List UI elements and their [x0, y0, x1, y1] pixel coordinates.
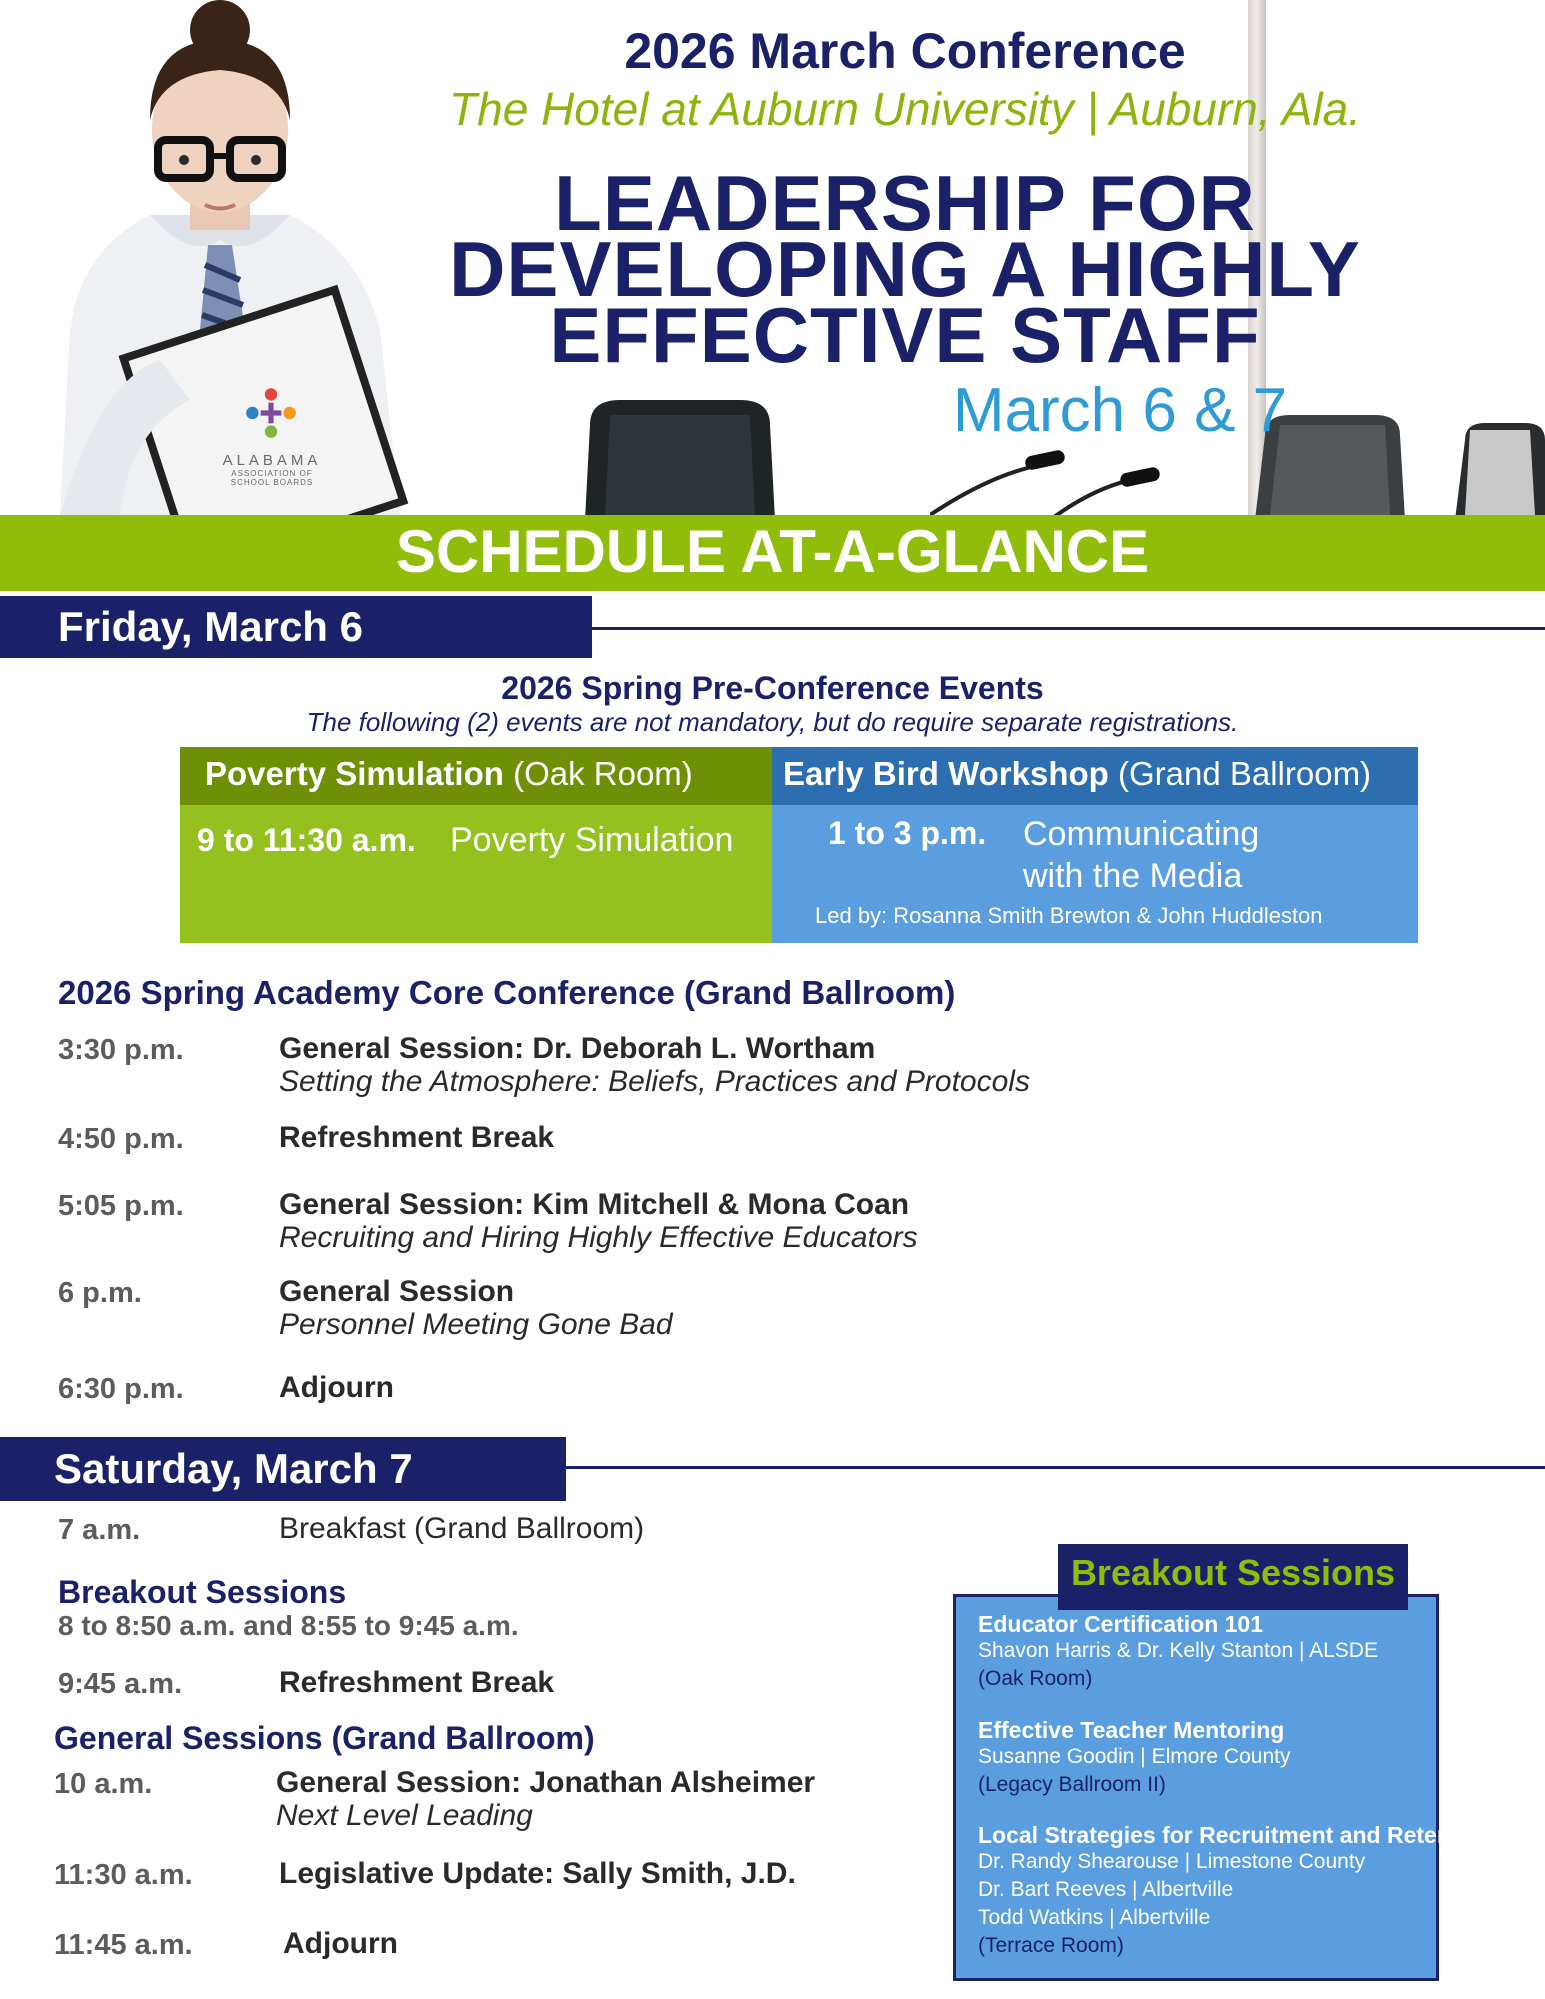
breakout-sessions-times: 8 to 8:50 a.m. and 8:55 to 9:45 a.m. [58, 1610, 519, 1641]
conference-theme [330, 159, 1480, 379]
schedule-time: 4:50 p.m. [58, 1123, 184, 1155]
general-sessions-heading: General Sessions (Grand Ballroom) [54, 1720, 595, 1756]
schedule-time: 3:30 p.m. [58, 1034, 184, 1066]
venue: The Hotel at Auburn University | Auburn, Ala. [449, 83, 1361, 135]
aasb-logo-icon [240, 382, 302, 444]
schedule-title: General Session [279, 1275, 515, 1308]
saturday-label: Saturday, March 7 [54, 1445, 413, 1492]
schedule-title: Legislative Update: Sally Smith, J.D. [279, 1857, 796, 1890]
poverty-simulation-title: Poverty Simulation (Oak Room) [205, 755, 693, 792]
conference-dates: March 6 & 7 [952, 376, 1288, 445]
schedule-time: 11:45 a.m. [54, 1929, 193, 1961]
schedule-title: Refreshment Break [279, 1666, 555, 1699]
schedule-subtitle: Personnel Meeting Gone Bad [279, 1308, 673, 1341]
breakout-session-presenters: Susanne Goodin | Elmore County [978, 1745, 1291, 1768]
breakout-session-title: Educator Certification 101 [978, 1611, 1264, 1637]
schedule-title: Breakfast (Grand Ballroom) [279, 1512, 645, 1545]
aasb-logo-text: ALABAMA ASSOCIATION OF SCHOOL BOARDS [222, 452, 322, 487]
schedule-time: 11:30 a.m. [54, 1859, 193, 1891]
schedule-subtitle: Setting the Atmosphere: Beliefs, Practices and Protocols [279, 1065, 1030, 1098]
poverty-simulation-time: 9 to 11:30 a.m. [197, 822, 416, 858]
breakout-sessions-heading: Breakout Sessions [58, 1574, 347, 1610]
core-conference-title: 2026 Spring Academy Core Conference (Grand Ballroom) [58, 974, 956, 1011]
breakout-session-presenters: Shavon Harris & Dr. Kelly Stanton | ALSDE [978, 1639, 1378, 1662]
schedule-title: Adjourn [283, 1927, 398, 1960]
theme-line: DEVELOPING A HIGHLY [449, 225, 1361, 313]
schedule-subtitle: Next Level Leading [276, 1799, 533, 1832]
breakout-session-room: (Terrace Room) [978, 1934, 1124, 1957]
schedule-title: Adjourn [279, 1371, 394, 1404]
conference-title: 2026 March Conference [624, 23, 1186, 79]
breakout-session-title: Local Strategies for Recruitment and Retention [978, 1822, 1494, 1848]
schedule-banner-title: SCHEDULE AT-A-GLANCE [395, 518, 1150, 585]
early-bird-workshop-desc: Communicating with the Media [1023, 815, 1260, 895]
poverty-simulation-desc: Poverty Simulation [450, 821, 734, 859]
breakout-session-title: Effective Teacher Mentoring [978, 1717, 1285, 1743]
breakout-session-presenters: Todd Watkins | Albertville [978, 1906, 1211, 1929]
schedule-time: 7 a.m. [58, 1514, 141, 1546]
pre-conference-note: The following (2) events are not mandatory, but do require separate registrations. [306, 707, 1239, 737]
breakout-session-room: (Legacy Ballroom II) [978, 1773, 1166, 1796]
early-bird-workshop-leaders: Led by: Rosanna Smith Brewton & John Huddleston [815, 903, 1323, 928]
breakout-sessions-box-title: Breakout Sessions [1070, 1552, 1396, 1593]
breakout-session-presenters: Dr. Bart Reeves | Albertville [978, 1878, 1234, 1901]
early-bird-workshop-title: Early Bird Workshop (Grand Ballroom) [783, 755, 1372, 792]
breakout-session-presenters: Dr. Randy Shearouse | Limestone County [978, 1850, 1366, 1873]
schedule-subtitle: Recruiting and Hiring Highly Effective Educators [279, 1221, 918, 1254]
divider [566, 1466, 1545, 1469]
divider [592, 627, 1545, 630]
schedule-title: General Session: Kim Mitchell & Mona Coan [279, 1188, 910, 1221]
theme-line: EFFECTIVE STAFF [549, 291, 1261, 379]
schedule-title: General Session: Jonathan Alsheimer [276, 1766, 816, 1799]
schedule-time: 10 a.m. [54, 1768, 153, 1800]
pre-conference-title: 2026 Spring Pre-Conference Events [501, 670, 1044, 706]
schedule-title: General Session: Dr. Deborah L. Wortham [279, 1032, 876, 1065]
breakout-session-room: (Oak Room) [978, 1667, 1093, 1690]
schedule-time: 6:30 p.m. [58, 1373, 184, 1405]
schedule-time: 9:45 a.m. [58, 1668, 183, 1700]
theme-line: LEADERSHIP FOR [554, 159, 1256, 247]
schedule-title: Refreshment Break [279, 1121, 555, 1154]
schedule-time: 6 p.m. [58, 1277, 142, 1309]
early-bird-workshop-time: 1 to 3 p.m. [828, 815, 987, 851]
microphone-icon [930, 445, 1160, 520]
schedule-time: 5:05 p.m. [58, 1190, 184, 1222]
friday-label: Friday, March 6 [58, 603, 363, 650]
